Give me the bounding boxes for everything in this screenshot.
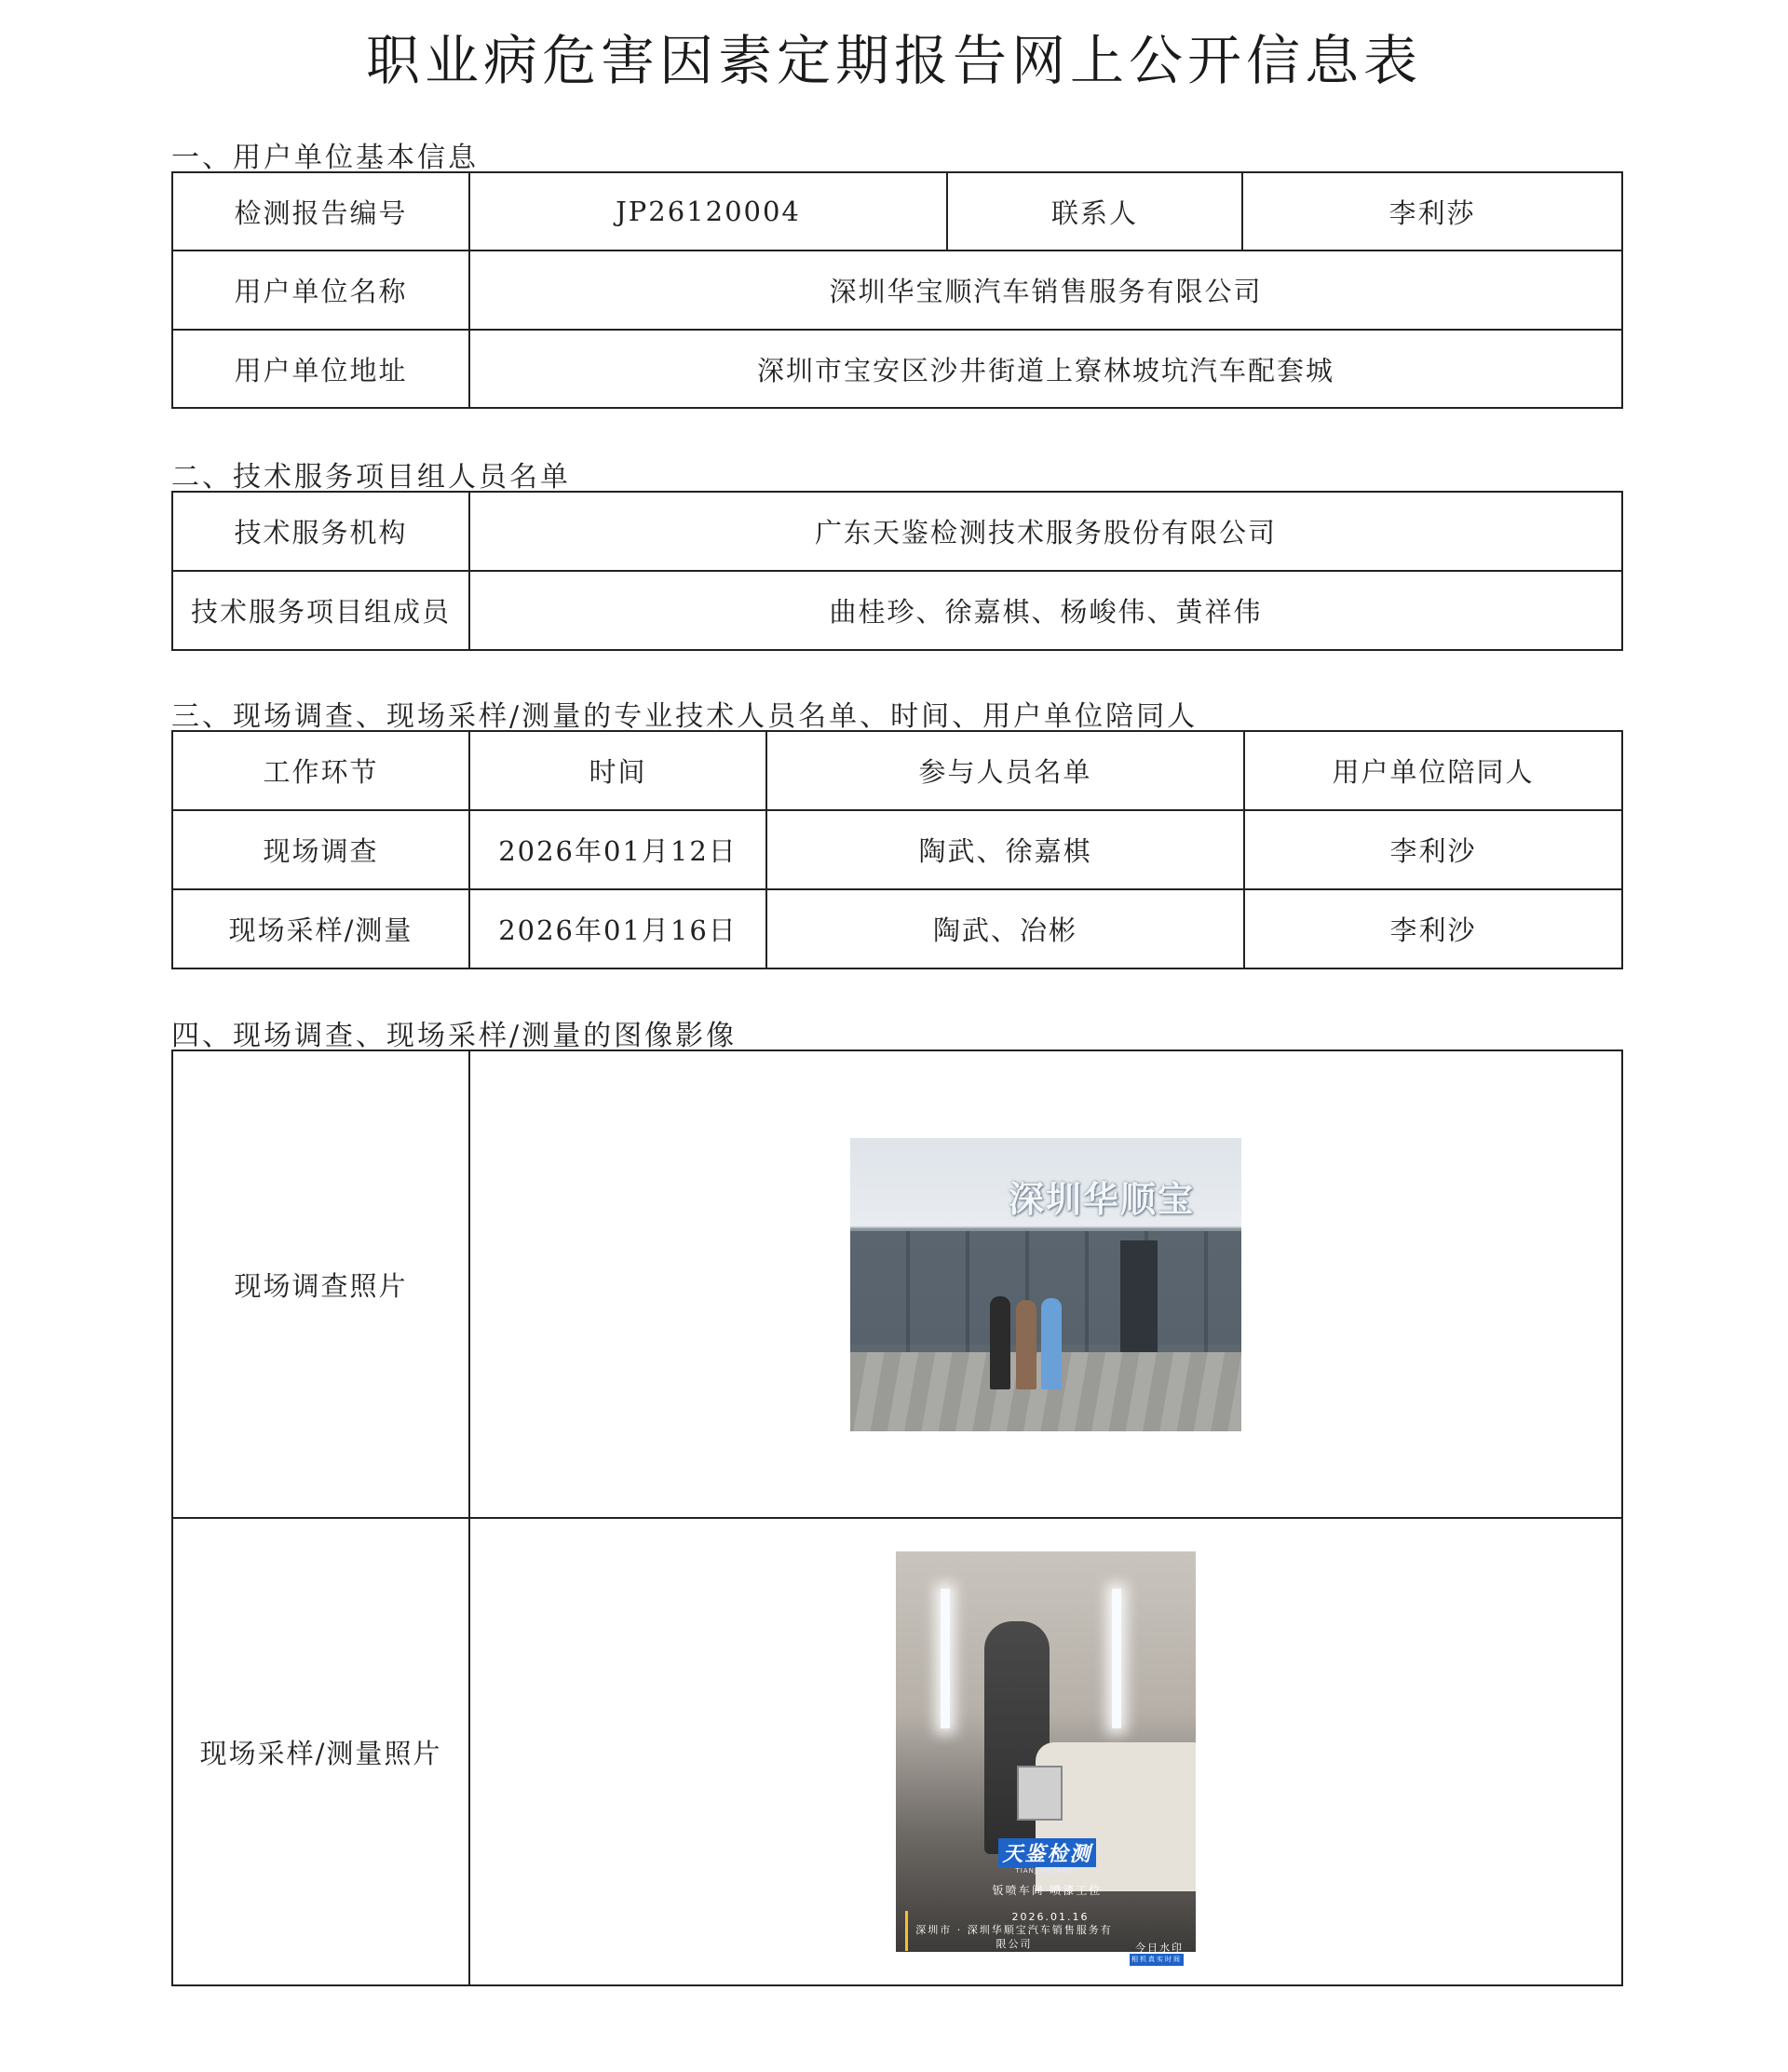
section3-heading: 三、现场调查、现场采样/测量的专业技术人员名单、时间、用户单位陪同人 <box>171 700 1199 733</box>
watermark-brand-en: TIANJIANJIANCE <box>1015 1867 1079 1875</box>
person-figure <box>1041 1298 1062 1389</box>
staff-cell: 陶武、冶彬 <box>766 889 1244 968</box>
unit-addr-value: 深圳市宝安区沙井街道上寮林坡坑汽车配套城 <box>469 330 1622 408</box>
report-no-label: 检测报告编号 <box>172 172 469 251</box>
page-title: 职业病危害因素定期报告网上公开信息表 <box>365 29 1422 92</box>
contact-value: 李利莎 <box>1242 172 1622 251</box>
org-label: 技术服务机构 <box>172 492 469 571</box>
col-header-time: 时间 <box>469 731 766 810</box>
sampling-photo-label: 现场采样/测量照片 <box>172 1518 469 1985</box>
survey-photo-label: 现场调查照片 <box>172 1050 469 1518</box>
person-figure <box>990 1296 1010 1389</box>
watermark-corner-top: 今日水印 <box>1135 1942 1184 1954</box>
members-label: 技术服务项目组成员 <box>172 571 469 650</box>
storefront-sign: 深圳华顺宝 <box>1008 1178 1195 1220</box>
staff-cell: 陶武、徐嘉棋 <box>766 810 1244 889</box>
time-cell: 2026年01月12日 <box>469 810 766 889</box>
person-figure <box>1016 1300 1036 1389</box>
booth-lamp <box>1112 1589 1121 1728</box>
sampling-photo <box>896 1551 1196 1963</box>
schedule-table <box>171 730 1623 969</box>
escort-cell: 李利沙 <box>1244 889 1622 968</box>
stage-cell: 现场采样/测量 <box>172 889 469 968</box>
watermark-brand: 天鉴检测 <box>998 1838 1095 1867</box>
section1-heading: 一、用户单位基本信息 <box>171 142 479 174</box>
photo-watermark <box>905 1835 1189 1963</box>
section2-heading: 二、技术服务项目组人员名单 <box>171 461 571 494</box>
unit-name-label: 用户单位名称 <box>172 251 469 330</box>
time-cell: 2026年01月16日 <box>469 889 766 968</box>
unit-name-value: 深圳华宝顺汽车销售服务有限公司 <box>469 251 1622 330</box>
col-header-escort: 用户单位陪同人 <box>1244 731 1622 810</box>
members-value: 曲桂珍、徐嘉棋、杨峻伟、黄祥伟 <box>469 571 1622 650</box>
report-no-value: JP26120004 <box>469 172 947 251</box>
photo-table <box>171 1050 1623 1986</box>
basic-info-table <box>171 171 1623 409</box>
table-row <box>172 810 1622 889</box>
section4-heading: 四、现场调查、现场采样/测量的图像影像 <box>171 1020 738 1052</box>
stage-cell: 现场调查 <box>172 810 469 889</box>
contact-label: 联系人 <box>947 172 1242 251</box>
col-header-stage: 工作环节 <box>172 731 469 810</box>
sampling-device <box>1017 1766 1063 1821</box>
org-value: 广东天鉴检测技术服务股份有限公司 <box>469 492 1622 571</box>
watermark-corner-tag: 相机真实时间 <box>1130 1954 1184 1966</box>
watermark-address: 深圳市 · 深圳华顺宝汽车销售服务有限公司 <box>905 1923 1117 1951</box>
col-header-staff: 参与人员名单 <box>766 731 1244 810</box>
watermark-date: 2026.01.16 <box>905 1911 1189 1923</box>
booth-lamp <box>941 1589 950 1728</box>
storefront-photo <box>850 1138 1241 1431</box>
table-row <box>172 889 1622 968</box>
unit-addr-label: 用户单位地址 <box>172 330 469 408</box>
watermark-location: 钣喷车间 喷漆工位 <box>992 1884 1103 1897</box>
team-table <box>171 491 1623 651</box>
escort-cell: 李利沙 <box>1244 810 1622 889</box>
